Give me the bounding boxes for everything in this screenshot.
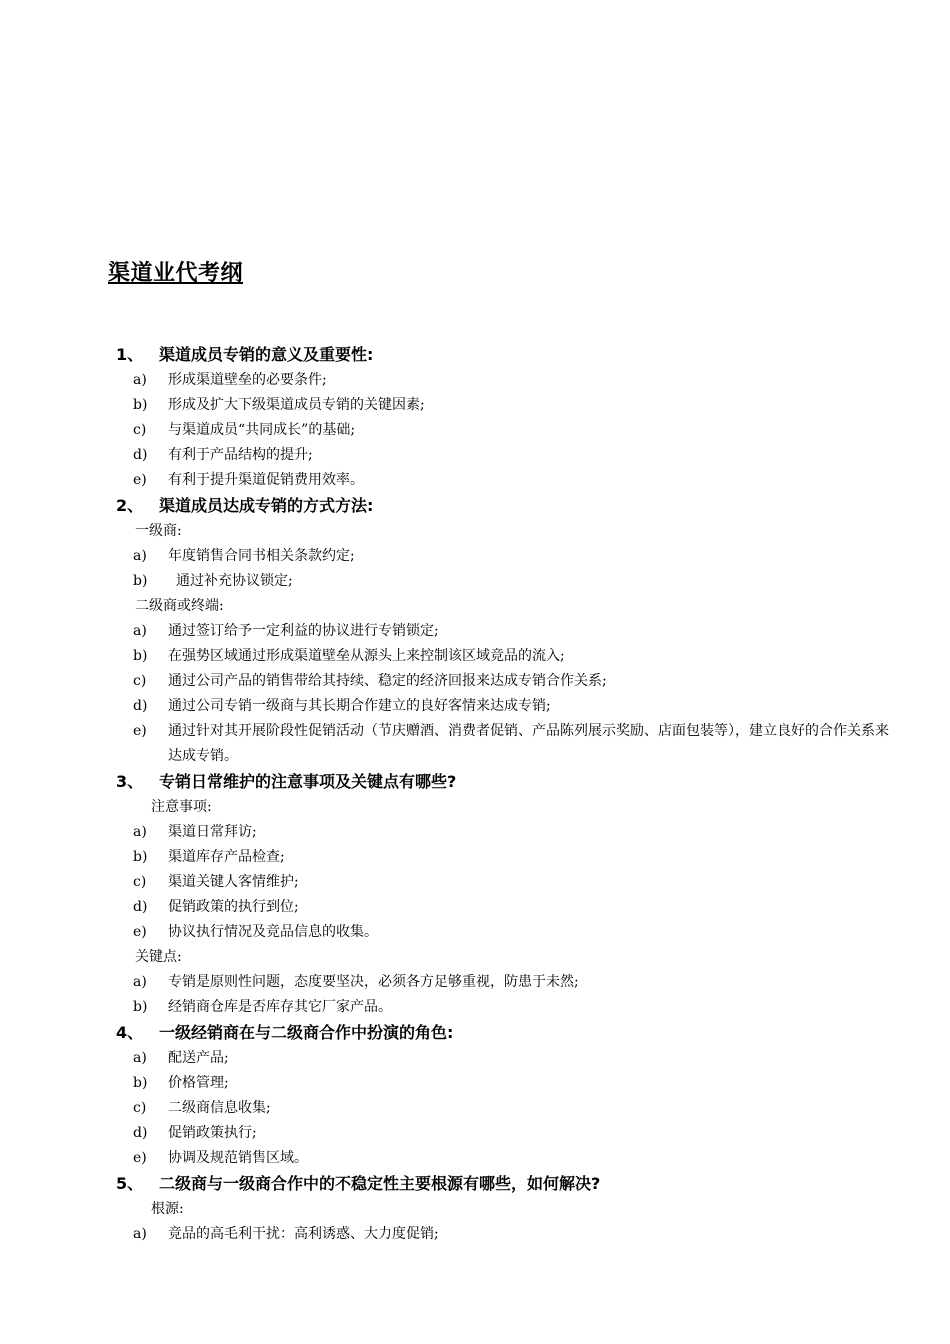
list-item — [0, 1146, 950, 1171]
list-item — [0, 669, 950, 694]
list-item — [0, 443, 950, 468]
list-marker: e) — [133, 924, 147, 940]
list-item-text: 形成及扩大下级渠道成员专销的关键因素; — [168, 397, 425, 413]
list-item — [0, 1222, 950, 1247]
list-item-text: 通过公司产品的销售带给其持续、稳定的经济回报来达成专销合作关系; — [168, 673, 607, 689]
list-item-text: 通过补充协议锁定; — [176, 573, 293, 589]
list-marker: a) — [133, 623, 147, 639]
list-marker: c) — [133, 673, 147, 689]
list-item — [0, 970, 950, 995]
list-marker: b) — [133, 1075, 148, 1091]
list-item — [0, 870, 950, 895]
list-item — [0, 995, 950, 1020]
list-item — [0, 368, 950, 393]
list-item-text: 通过针对其开展阶段性促销活动（节庆赠酒、消费者促销、产品陈列展示奖励、店面包装等），建立良好的合作关系来达成专销。 — [168, 723, 889, 764]
list-item — [0, 1096, 950, 1121]
list-item-text: 有利于提升渠道促销费用效率。 — [168, 472, 364, 488]
list-item-text: 促销政策的执行到位; — [168, 899, 299, 915]
section-number: 3、 — [116, 772, 144, 791]
list-item — [0, 920, 950, 945]
section-heading-4 — [0, 1020, 950, 1046]
section-title: 专销日常维护的注意事项及关键点有哪些? — [159, 772, 457, 791]
list-marker: a) — [133, 974, 147, 990]
list-marker: c) — [133, 1100, 147, 1116]
list-marker: e) — [133, 1150, 147, 1166]
subsection-label: 二级商或终端: — [135, 598, 224, 614]
list-item-text: 价格管理; — [168, 1075, 229, 1091]
list-item-text: 配送产品; — [168, 1050, 229, 1066]
list-marker: a) — [133, 372, 147, 388]
subsection-label: 一级商: — [135, 523, 182, 539]
list-item — [0, 569, 950, 594]
list-item-text: 年度销售合同书相关条款约定; — [168, 548, 355, 564]
section-title: 二级商与一级商合作中的不稳定性主要根源有哪些，如何解决? — [159, 1174, 601, 1193]
subsection-label: 根源: — [151, 1201, 184, 1217]
list-marker: b) — [133, 999, 148, 1015]
list-item-text: 渠道日常拜访; — [168, 824, 257, 840]
list-marker: d) — [133, 1125, 148, 1141]
section-heading-5 — [0, 1171, 950, 1197]
list-marker: b) — [133, 849, 148, 865]
list-marker: a) — [133, 548, 147, 564]
list-item — [0, 1071, 950, 1096]
section-heading-3 — [0, 769, 950, 795]
list-item — [0, 418, 950, 443]
subsection-label: 注意事项: — [151, 799, 212, 815]
list-marker: e) — [133, 723, 147, 739]
list-marker: a) — [133, 1226, 147, 1242]
list-item — [0, 544, 950, 569]
section-number: 4、 — [116, 1023, 144, 1042]
list-item — [0, 694, 950, 719]
list-item — [0, 468, 950, 493]
document-title: 渠道业代考纲 — [108, 261, 244, 286]
list-marker: b) — [133, 573, 148, 589]
section-heading-2 — [0, 493, 950, 519]
list-item-text: 竞品的高毛利干扰：高利诱惑、大力度促销; — [168, 1226, 439, 1242]
list-item — [0, 1046, 950, 1071]
section-number: 2、 — [116, 496, 144, 515]
section-title: 渠道成员达成专销的方式方法: — [159, 496, 374, 515]
list-item-text: 形成渠道壁垒的必要条件; — [168, 372, 327, 388]
list-item-text: 与渠道成员“共同成长”的基础; — [168, 422, 356, 438]
section-title: 一级经销商在与二级商合作中扮演的角色: — [159, 1023, 454, 1042]
list-item — [0, 820, 950, 845]
list-marker: d) — [133, 899, 148, 915]
list-marker: b) — [133, 648, 148, 664]
list-marker: b) — [133, 397, 148, 413]
list-item-text: 专销是原则性问题，态度要坚决，必须各方足够重视，防患于未然; — [168, 974, 579, 990]
list-item-text: 经销商仓库是否库存其它厂家产品。 — [168, 999, 392, 1015]
list-item-text: 协调及规范销售区域。 — [168, 1150, 308, 1166]
list-marker: c) — [133, 874, 147, 890]
list-item — [0, 895, 950, 920]
outline-content — [0, 342, 950, 1247]
subsection-label: 关键点: — [135, 949, 182, 965]
list-marker: a) — [133, 824, 147, 840]
list-item — [0, 845, 950, 870]
list-marker: d) — [133, 698, 148, 714]
list-item-text: 协议执行情况及竞品信息的收集。 — [168, 924, 378, 940]
list-marker: c) — [133, 422, 147, 438]
list-item-text: 有利于产品结构的提升; — [168, 447, 313, 463]
list-item — [0, 719, 950, 769]
section-title: 渠道成员专销的意义及重要性: — [159, 345, 374, 364]
list-marker: e) — [133, 472, 147, 488]
list-item — [0, 644, 950, 669]
list-item-text: 通过公司专销一级商与其长期合作建立的良好客情来达成专销; — [168, 698, 551, 714]
list-marker: d) — [133, 447, 148, 463]
list-item — [0, 1121, 950, 1146]
list-item — [0, 393, 950, 418]
list-item-text: 在强势区域通过形成渠道壁垒从源头上来控制该区域竞品的流入; — [168, 648, 565, 664]
list-item — [0, 619, 950, 644]
list-item-text: 渠道关键人客情维护; — [168, 874, 299, 890]
list-item-text: 通过签订给予一定利益的协议进行专销锁定; — [168, 623, 439, 639]
section-number: 5、 — [116, 1174, 144, 1193]
list-item-text: 促销政策执行; — [168, 1125, 257, 1141]
section-heading-1 — [0, 342, 950, 368]
list-item-text: 二级商信息收集; — [168, 1100, 271, 1116]
list-item-text: 渠道库存产品检查; — [168, 849, 285, 865]
section-number: 1、 — [116, 345, 144, 364]
list-marker: a) — [133, 1050, 147, 1066]
